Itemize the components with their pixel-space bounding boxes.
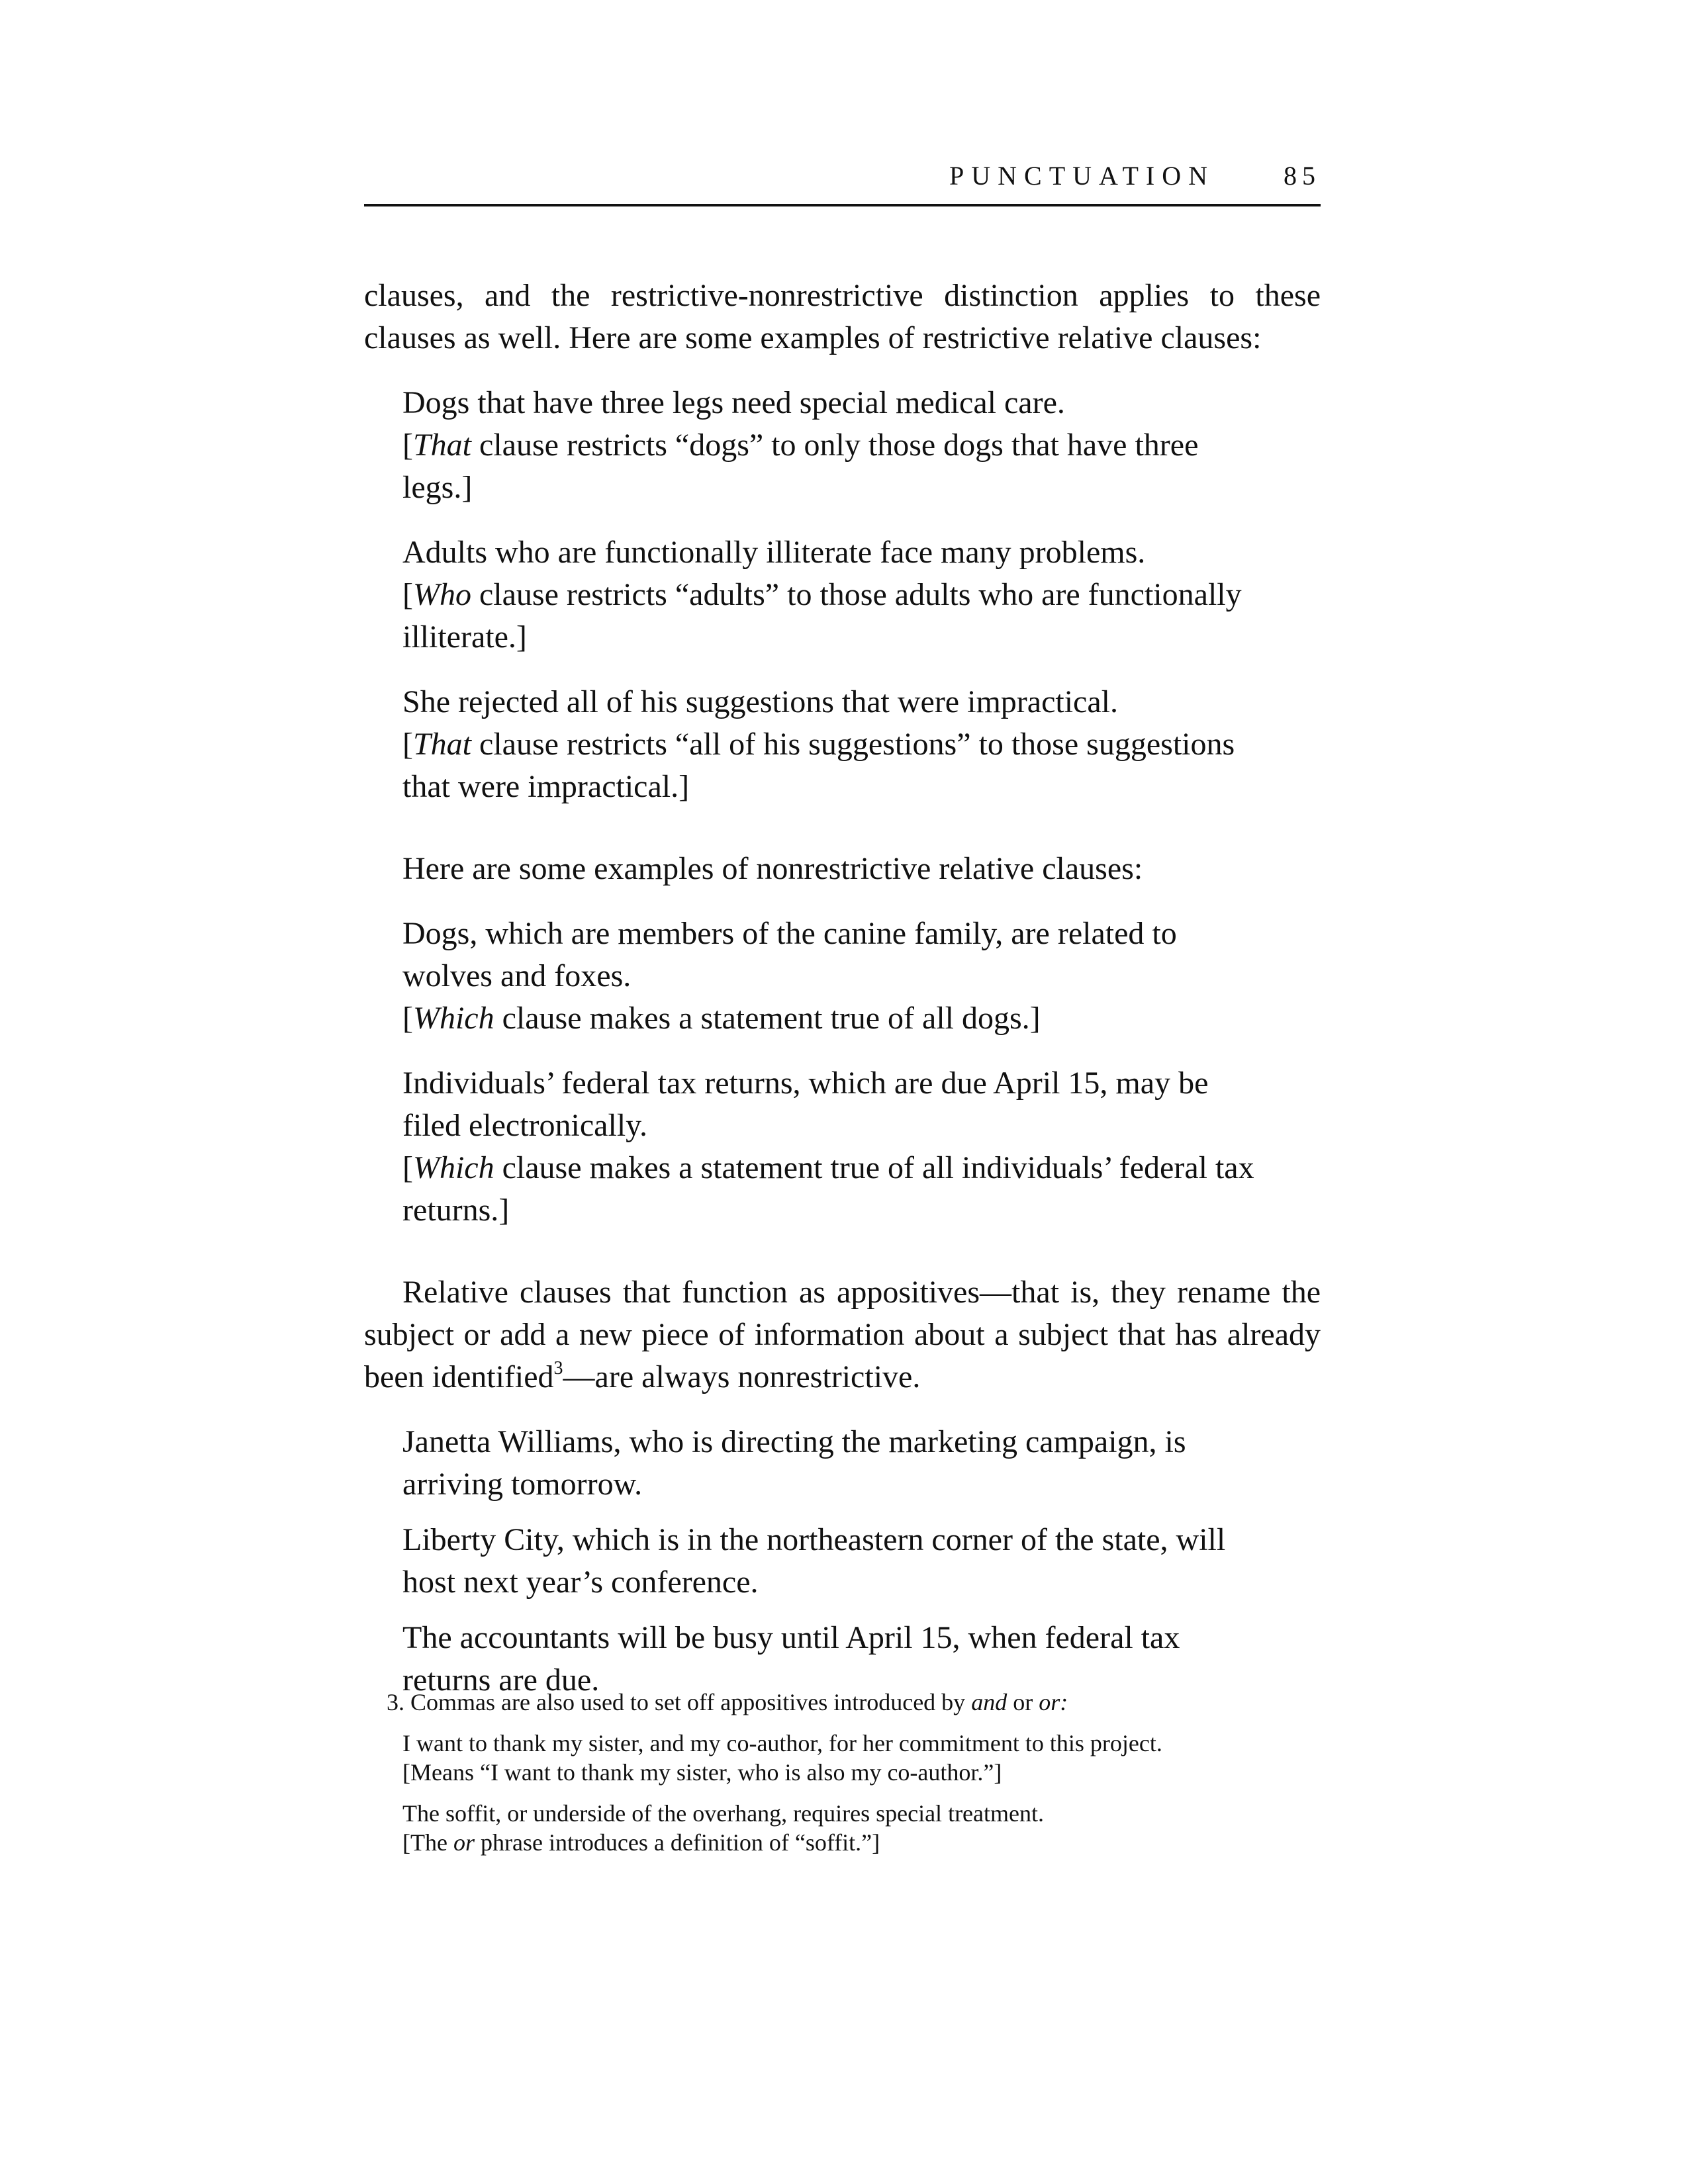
note-text: [The: [402, 1829, 453, 1856]
example-note: [That clause restricts “all of his suggestions” to those suggestions that were impractical.]: [402, 727, 1235, 804]
example-note: [Which clause makes a statement true of all dogs.]: [402, 1001, 1041, 1036]
footnote-section: [364, 1688, 1321, 1857]
footnote-example-note: [Means “I want to thank my sister, who is also my co-author.”]: [402, 1759, 1002, 1786]
example-sentence: Dogs, which are members of the canine family, are related to wolves and foxes.: [402, 916, 1177, 993]
note-italic-word: Which: [412, 1150, 494, 1185]
example-sentence: Dogs that have three legs need special medical care.: [402, 385, 1065, 420]
example-sentence: Liberty City, which is in the northeastern corner of the state, will host next year’s conference.: [402, 1522, 1226, 1600]
footnote-example-sentence: I want to thank my sister, and my co-author, for her commitment to this project.: [402, 1730, 1162, 1756]
example-sentence: Adults who are functionally illiterate face many problems.: [402, 535, 1146, 570]
footnote-3: [387, 1688, 1321, 1717]
note-text: clause makes a statement true of all individuals’ federal tax returns.]: [402, 1150, 1254, 1228]
note-italic-word: or: [453, 1829, 475, 1856]
note-text: clause restricts “dogs” to only those dogs that have three legs.]: [402, 428, 1199, 505]
note-text: clause makes a statement true of all dogs.]: [494, 1001, 1041, 1036]
note-italic-word: Which: [412, 1001, 494, 1036]
example-sentence: Janetta Williams, who is directing the marketing campaign, is arriving tomorrow.: [402, 1424, 1186, 1502]
footnote-text: Commas are also used to set off appositives introduced by: [410, 1689, 972, 1715]
note-italic-word: Who: [412, 577, 471, 612]
example-note: [Which clause makes a statement true of all individuals’ federal tax returns.]: [402, 1150, 1254, 1228]
running-head-title: PUNCTUATION: [949, 161, 1215, 191]
appositive-example-1: [402, 1421, 1263, 1506]
footnote-number: 3.: [387, 1689, 404, 1715]
running-header: [364, 152, 1321, 206]
restrictive-example-1: [402, 382, 1263, 509]
note-italic-word: That: [412, 428, 472, 463]
footnote-example-note: [402, 1828, 1263, 1857]
paragraph-text: Relative clauses that function as appositives—that is, they rename the subject or add a new piece of information about a subject that has already been identified: [364, 1275, 1321, 1394]
main-text: [364, 275, 1321, 1702]
example-sentence: Individuals’ federal tax returns, which are due April 15, may be filed electronically.: [402, 1066, 1209, 1143]
paragraph-appositives: [364, 1271, 1321, 1398]
note-text-end: phrase introduces a definition of “soffit.”]: [474, 1829, 880, 1856]
footnote-example-2: [402, 1799, 1263, 1857]
footnote-italic-and: and: [971, 1689, 1008, 1715]
nonrestrictive-intro: Here are some examples of nonrestrictive relative clauses:: [402, 851, 1143, 886]
nonrestrictive-example-2: [402, 1062, 1263, 1232]
example-sentence: The accountants will be busy until April 15, when federal tax returns are due.: [402, 1620, 1180, 1698]
paragraph-text-end: —are always nonrestrictive.: [563, 1359, 921, 1394]
footnote-reference: 3: [553, 1358, 563, 1379]
note-italic-word: That: [412, 727, 472, 762]
restrictive-example-2: [402, 531, 1263, 659]
note-text: clause restricts “adults” to those adults who are functionally illiterate.]: [402, 577, 1242, 655]
note-text: clause restricts “all of his suggestions” to those suggestions that were impractical.]: [402, 727, 1235, 804]
paragraph-intro: clauses, and the restrictive-nonrestrictive distinction applies to these clauses as well. Here are some examples of restrictive relative clauses:: [364, 278, 1321, 355]
nonrestrictive-example-1: [402, 913, 1263, 1040]
appositive-example-2: [402, 1519, 1263, 1604]
footnote-text-or: or: [1007, 1689, 1039, 1715]
footnote-example-1: [402, 1729, 1263, 1787]
footnote-italic-or: or:: [1039, 1689, 1068, 1715]
example-note: [That clause restricts “dogs” to only those dogs that have three legs.]: [402, 428, 1199, 505]
footnote-example-sentence: The soffit, or underside of the overhang, requires special treatment.: [402, 1800, 1044, 1827]
example-sentence: She rejected all of his suggestions that were impractical.: [402, 684, 1118, 719]
page-number: 85: [1284, 161, 1321, 191]
example-note: [Who clause restricts “adults” to those adults who are functionally illiterate.]: [402, 577, 1242, 655]
restrictive-example-3: [402, 681, 1263, 808]
